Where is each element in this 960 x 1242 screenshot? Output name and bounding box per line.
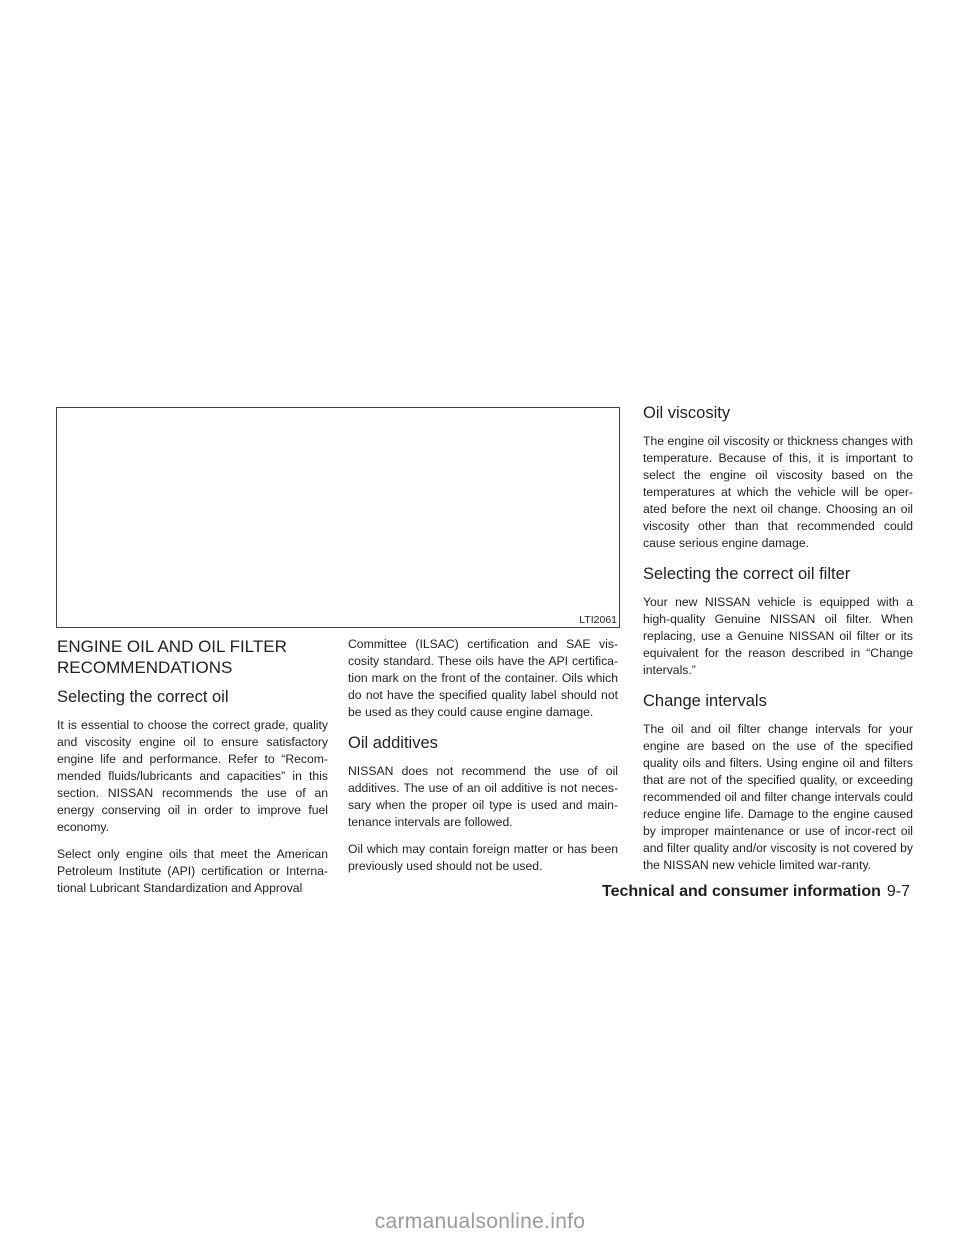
paragraph: Committee (ILSAC) certification and SAE vis-cosity standard. These oils have the API certifica-tion mark on the front of the container. Oils which do not have the specified quality label should not be used as they could cause engine damage. (348, 637, 618, 719)
page-number: 9-7 (886, 883, 910, 900)
watermark: carmanualsonline.info (374, 1210, 586, 1233)
paragraph: It is essential to choose the correct grade, quality and viscosity engine oil to ensure satisfactory engine life and performance. Refer to “Recom-mended fluids/lubricants and capacities” in this section. NISSAN recommends the use of an energy conserving oil in order to improve fuel economy. (57, 718, 328, 834)
heading-selecting-oil: Selecting the correct oil (57, 688, 229, 706)
paragraph: Select only engine oils that meet the American Petroleum Institute (API) certification or Interna-tional Lubricant Standardization and Approval (57, 847, 328, 895)
heading-oil-viscosity: Oil viscosity (643, 404, 731, 422)
figure-image (56, 407, 620, 628)
heading-change-intervals: Change intervals (643, 692, 767, 710)
paragraph: Your new NISSAN vehicle is equipped with a high-quality Genuine NISSAN oil filter. When replacing, use a Genuine NISSAN oil filter or its equivalent for the reason described in “Change intervals.” (643, 595, 913, 677)
figure-label: LTI2061 (579, 614, 617, 626)
column-left (57, 636, 328, 907)
paragraph: The engine oil viscosity or thickness changes with temperature. Because of this, it is important to select the engine oil viscosity based on the temperatures at which the vehicle will be oper-ated before the next oil change. Choosing an oil viscosity other than that recommended could cause serious engine damage. (643, 434, 913, 550)
section-title: ENGINE OIL AND OIL FILTER RECOMMENDATIONS (57, 637, 287, 677)
heading-oil-additives: Oil additives (348, 734, 438, 752)
footer-section-title: Technical and consumer information (602, 883, 881, 900)
column-right (643, 403, 913, 884)
paragraph: The oil and oil filter change intervals for your engine are based on the use of the specified quality oils and filters. Using engine oil and filters that are not of the specified quality, or exceeding recommended oil and filter change intervals could reduce engine life. Damage to the engine caused by improper maintenance or use of incor-rect oil and filter quality and/or viscosity is not covered by the NISSAN new vehicle limited war-ranty. (643, 722, 913, 872)
heading-oil-filter: Selecting the correct oil filter (643, 565, 851, 583)
column-middle (348, 636, 618, 885)
paragraph: Oil which may contain foreign matter or has been previously used should not be used. (348, 842, 618, 873)
paragraph: NISSAN does not recommend the use of oil additives. The use of an oil additive is not neces-sary when the proper oil type is used and main-tenance intervals are followed. (348, 764, 618, 829)
page-footer (602, 883, 910, 901)
